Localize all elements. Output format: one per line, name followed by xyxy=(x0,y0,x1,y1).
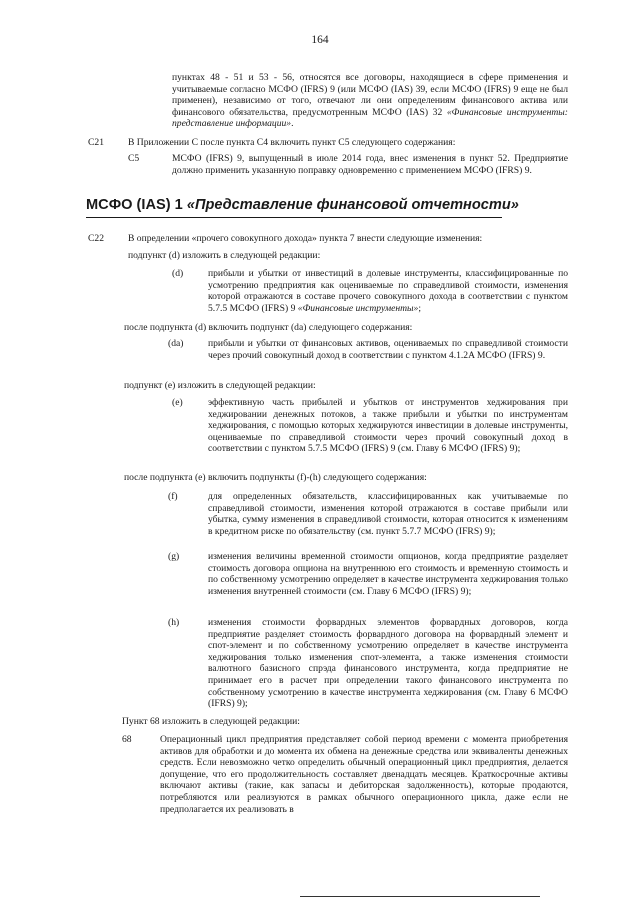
bottom-edge-line xyxy=(300,896,540,897)
c21-text: В Приложении С после пункта С4 включить пункт С5 следующего содержания: xyxy=(128,137,456,148)
intro-text: пунктах 48 - 51 и 53 - 56, относятся все договоры, находящиеся в сфере применения и учитываемые согласно МСФО (IFRS) 9 (или МСФО (IAS) 39, если МСФО (IFRS) 9 еще не был применен), независимо от того, отвечают ли они определениям финансового актива или финансового обязательства, предусмотренным МСФО (IAS) 32 xyxy=(172,72,568,118)
c5-text: МСФО (IFRS) 9, выпущенный в июле 2014 года, внес изменения в пункт 52. Предприятие должно применить указанную поправку одновременно с применением МСФО (IFRS) 9. xyxy=(172,153,568,176)
sub-fh-intro: после подпункта (е) включить подпункты (f)-(h) следующего содержания: xyxy=(124,472,427,483)
p68-intro: Пункт 68 изложить в следующей редакции: xyxy=(122,716,300,727)
intro-italic: «Финансовые инструменты: представление информации» xyxy=(172,106,568,130)
item-f-label: (f) xyxy=(168,491,178,502)
c22-label: C22 xyxy=(88,233,104,244)
sub-da-intro: после подпункта (d) включить подпункт (da) следующего содержания: xyxy=(124,322,413,333)
item-da-text: прибыли и убытки от финансовых активов, оцениваемых по справедливой стоимости через прочий совокупный доход в соответствии с пунктом 4.1.2A МСФО (IFRS) 9. xyxy=(208,338,568,361)
item-d-italic: «Финансовые инструменты» xyxy=(297,302,419,314)
item-g-label: (g) xyxy=(168,551,180,562)
p68-label: 68 xyxy=(122,734,132,745)
item-d-body: прибыли и убытки от инвестиций в долевые инструменты, классифицированные по усмотрению предприятия как оцениваемые по справедливой стоимости, изменения которой отражаются в составе прочего совокупного дохода в соответствии с пунктом 5.7.5 МСФО (IFRS) 9 xyxy=(208,268,568,314)
section-heading xyxy=(86,196,519,214)
item-d-tail: ; xyxy=(418,302,422,314)
sub-d-intro: подпункт (d) изложить в следующей редакции: xyxy=(128,250,321,261)
item-da-label: (da) xyxy=(168,338,184,349)
item-e-text: эффективную часть прибылей и убытков от инструментов хеджирования при хеджировании денежных потоков, а также прибыли и убытки по инструментам хеджирования, с помощью которых хеджируются инвестиции в долевые инструменты, оцениваемые по справедливой стоимости через прочий совокупный доход в соответствии с пунктом 5.7.5 МСФО (IFRS) 9 (см. Главу 6 МСФО (IFRS) 9); xyxy=(208,397,568,455)
page-number: 164 xyxy=(311,34,329,46)
item-d-label: (d) xyxy=(172,268,184,279)
c21-label: C21 xyxy=(88,137,104,148)
c22-text: В определении «прочего совокупного дохода» пункта 7 внести следующие изменения: xyxy=(128,233,483,244)
item-g-text: изменения величины временной стоимости опционов, когда предприятие разделяет стоимость договора опциона на внутреннюю его стоимость и временную стоимость и по собственному усмотрению определяет в качестве инструмента хеджирования только изменения внутренней стоимости (см. Главу 6 МСФО (IFRS) 9); xyxy=(208,551,568,597)
heading-plain: МСФО (IAS) 1 xyxy=(86,197,187,213)
p68-text: Операционный цикл предприятия представляет собой период времени с момента приобретения активов для обработки и до момента их обмена на денежные средства или эквиваленты денежных средств. Если невозможно четко определить обычный операционный цикл предприятия, делается допущение, что его продолжительность составляет двенадцать месяцев. Краткосрочные активы включают активы (такие, как запасы и дебиторская задолженность), которые продаются, потребляются или реализуются в рамках обычного операционного цикла, даже если не предполагается их реализовать в xyxy=(160,734,568,815)
item-h-label: (h) xyxy=(168,617,180,628)
item-f-text: для определенных обязательств, классифицированных как учитываемые по справедливой стоимости, изменения которой отражаются в составе прибыли или убытка, сумму изменения в справедливой стоимости, которая относится к изменениям в кредитном риске по обязательству (см. пункт 5.7.7 МСФО (IFRS) 9); xyxy=(208,491,568,537)
c5-label: C5 xyxy=(128,153,140,164)
intro-tail: . xyxy=(291,118,294,130)
intro-paragraph xyxy=(172,72,568,130)
item-d-text xyxy=(208,268,568,314)
sub-e-intro: подпункт (е) изложить в следующей редакции: xyxy=(124,380,316,391)
heading-underline xyxy=(86,217,502,218)
heading-italic: «Представление финансовой отчетности» xyxy=(186,197,519,213)
item-e-label: (е) xyxy=(172,397,183,408)
item-h-text: изменения стоимости форвардных элементов форвардных договоров, когда предприятие разделяет стоимость форвардного договора на форвардный элемент и спот-элемент и по собственному усмотрению определяет в качестве инструмента хеджирования только изменения спот-элемента, а также изменения стоимости валютного базисного спрэда финансового инструмента, когда предприятие не принимает его в расчет при определении такого финансового инструмента по собственному усмотрению в качестве инструмента хеджирования (см. Главу 6 МСФО (IFRS) 9); xyxy=(208,617,568,710)
